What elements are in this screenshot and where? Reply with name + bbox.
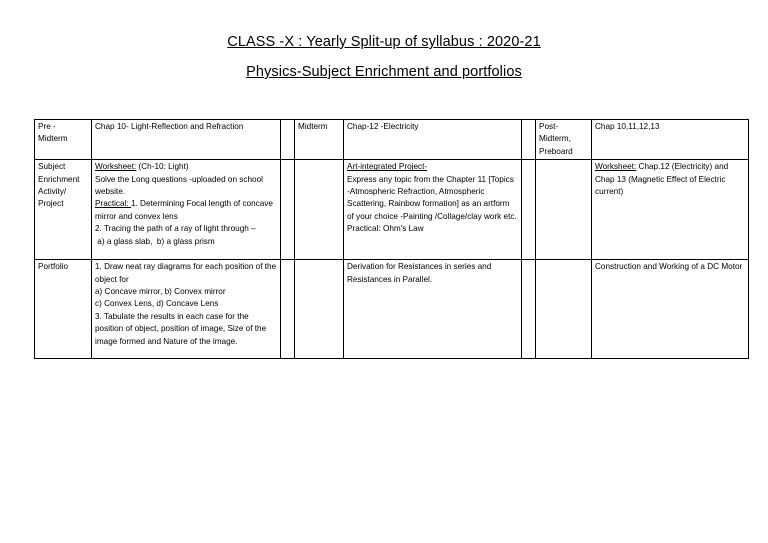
worksheet-desc: Solve the Long questions -uploaded on school website. <box>95 174 263 197</box>
practical-ohm: Practical: Ohm's Law <box>347 224 424 234</box>
art-project-desc: Express any topic from the Chapter 11 [Topics -Atmospheric Refraction, Atmospheric Scattering, Rainbow formation] as an artform of your choice -Painting /Collage/clay work etc. <box>347 174 517 221</box>
table-header-row <box>35 120 749 160</box>
header-midterm: Midterm <box>295 120 344 160</box>
portfolio-item: c) Convex Lens, d) Concave Lens <box>95 299 219 309</box>
header-pre-midterm: Pre - Midterm <box>35 120 92 160</box>
row-label-portfolio: Portfolio <box>35 260 92 359</box>
post-midterm-empty-cell <box>536 160 592 260</box>
syllabus-table <box>34 119 749 359</box>
midterm-empty-cell <box>295 160 344 260</box>
portfolio-item: 3. Tabulate the results in each case for the position of object, position of image, Size of the image formed and Nature of the image. <box>95 311 267 346</box>
portfolio-item: a) Concave mirror, b) Convex mirror <box>95 287 226 297</box>
practical-label: Practical: <box>95 199 131 209</box>
practical-item-1: 1. Determining Focal length of concave mirror and convex lens <box>95 199 273 221</box>
midterm-empty-cell <box>295 260 344 359</box>
practical-item-2: 2. Tracing the path of a ray of light through – <box>95 224 256 234</box>
enrichment-chap12-cell <box>344 160 522 260</box>
post-midterm-empty-cell <box>536 260 592 359</box>
spacer-cell <box>281 120 295 160</box>
table-row-enrichment <box>35 160 749 260</box>
header-post-midterm: Post- Midterm, Preboard <box>536 120 592 160</box>
header-chap10: Chap 10- Light-Reflection and Refraction <box>92 120 281 160</box>
header-chap12: Chap-12 -Electricity <box>344 120 522 160</box>
row-label-enrichment: Subject Enrichment Activity/ Project <box>35 160 92 260</box>
worksheet-topic: (Ch-10: Light) <box>136 162 189 172</box>
table-row-portfolio <box>35 260 749 359</box>
spacer-cell <box>522 260 536 359</box>
spacer-cell <box>281 160 295 260</box>
worksheet-label: Worksheet: <box>95 162 137 172</box>
portfolio-final-cell: Construction and Working of a DC Motor <box>592 260 749 359</box>
spacer-cell <box>522 120 536 160</box>
spacer-cell <box>281 260 295 359</box>
worksheet2-desc: Chap.12 (Electricity) and Chap 13 (Magnetic Effect of Electric current) <box>595 162 729 197</box>
art-project-label: Art-integrated Project- <box>347 162 428 172</box>
enrichment-chap10-cell <box>92 160 281 260</box>
page-subtitle: Physics-Subject Enrichment and portfolios <box>246 64 522 80</box>
enrichment-final-cell <box>592 160 749 260</box>
portfolio-chap10-cell <box>92 260 281 359</box>
portfolio-chap12-cell: Derivation for Resistances in series and Resistances in Parallel. <box>344 260 522 359</box>
spacer-cell <box>522 160 536 260</box>
portfolio-item: 1. Draw neat ray diagrams for each position of the object for <box>95 262 277 284</box>
header-chap-final: Chap 10,11,12,13 <box>592 120 749 160</box>
page-title: CLASS -X : Yearly Split-up of syllabus : 2020-21 <box>227 34 541 50</box>
practical-item-2b: a) a glass slab, b) a glass prism <box>95 236 215 246</box>
worksheet2-label: Worksheet: <box>595 162 637 172</box>
